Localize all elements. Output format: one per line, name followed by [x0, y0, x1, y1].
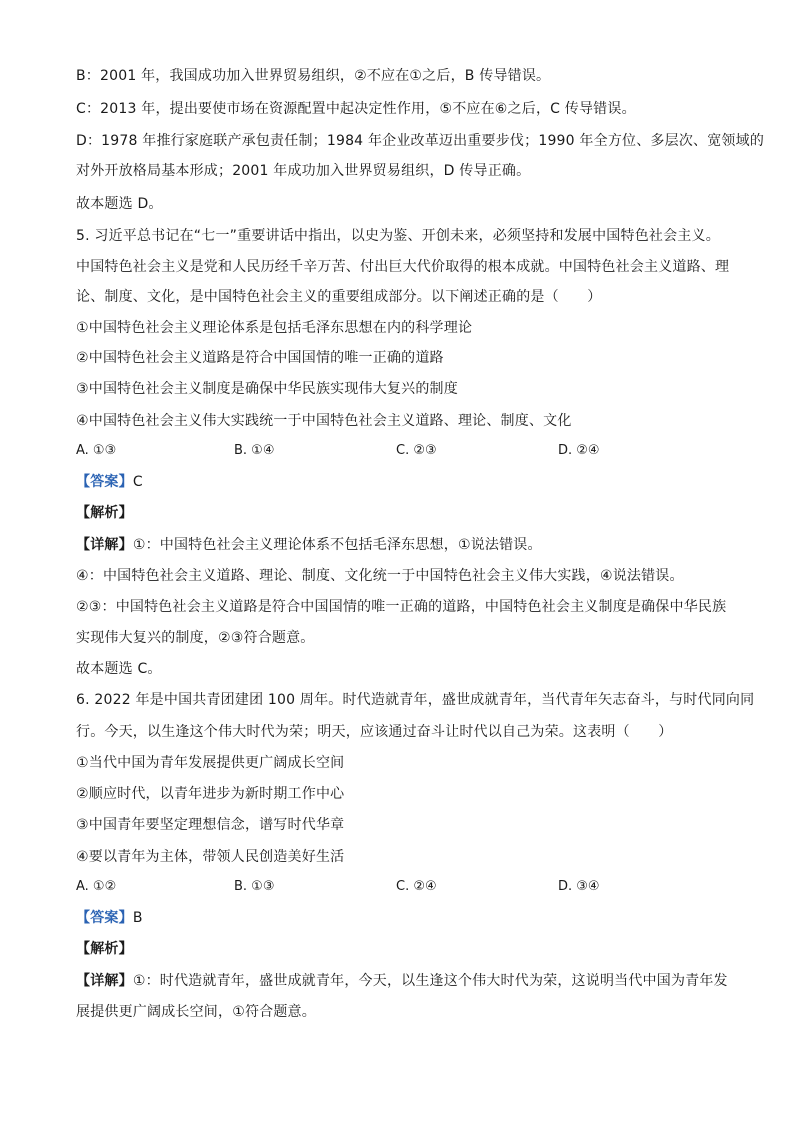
q5-answer-tag: 【答案】	[76, 474, 133, 490]
q6-item-2: ②顺应时代，以青年进步为新时期工作中心	[76, 786, 345, 802]
q6-detail-line2: 展提供更广阔成长空间，①符合题意。	[76, 1004, 316, 1020]
q5-analysis-label: 【解析】	[76, 505, 133, 521]
q4-option-c-explanation: C：2013 年，提出要使市场在资源配置中起决定性作用，⑤不应在⑥之后，C 传导错误。	[76, 101, 636, 117]
q6-option-b: B. ①③	[234, 879, 275, 894]
q6-option-c: C. ②④	[396, 879, 437, 894]
q6-analysis-label: 【解析】	[76, 941, 133, 957]
q6-answer	[76, 908, 143, 928]
q6-item-1: ①当代中国为青年发展提供更广阔成长空间	[76, 755, 345, 771]
q5-item-4: ④中国特色社会主义伟大实践统一于中国特色社会主义道路、理论、制度、文化	[76, 413, 572, 429]
q5-options	[76, 441, 736, 461]
q4-final-answer: 故本题选 D。	[76, 196, 163, 212]
q6-detail-line1	[76, 971, 728, 991]
q5-final-answer: 故本题选 C。	[76, 661, 162, 677]
q5-option-b: B. ①④	[234, 443, 275, 458]
q6-stem-line2: 行。今天，以生逢这个伟大时代为荣；明天，应该通过奋斗让时代以自己为荣。这表明（ ）	[76, 724, 673, 740]
q6-detail-text1: ①：时代造就青年，盛世成就青年，今天，以生逢这个伟大时代为荣，这说明当代中国为青年发	[132, 973, 728, 989]
q6-answer-tag: 【答案】	[76, 910, 133, 926]
q6-stem-line1: 6. 2022 年是中国共青团建团 100 周年。时代造就青年，盛世成就青年，当代青年矢志奋斗，与时代同向同	[76, 692, 755, 708]
q4-option-b-explanation: B：2001 年，我国成功加入世界贸易组织，②不应在①之后，B 传导错误。	[76, 68, 551, 84]
q5-option-a: A. ①③	[76, 443, 117, 458]
q5-item-1: ①中国特色社会主义理论体系是包括毛泽东思想在内的科学理论	[76, 320, 473, 336]
q5-detail-line1	[76, 535, 542, 555]
q4-option-d-explanation-line1: D：1978 年推行家庭联产承包责任制；1984 年企业改革迈出重要步伐；1990 年全方位、多层次、宽领域的	[76, 133, 765, 149]
q6-item-3: ③中国青年要坚定理想信念，谱写时代华章	[76, 817, 345, 833]
q5-stem-line3: 论、制度、文化，是中国特色社会主义的重要组成部分。以下阐述正确的是（ ）	[76, 289, 602, 305]
q6-answer-value: B	[132, 910, 143, 926]
q5-item-3: ③中国特色社会主义制度是确保中华民族实现伟大复兴的制度	[76, 381, 458, 397]
q5-stem-line1: 5. 习近平总书记在“七一”重要讲话中指出，以史为鉴、开创未来，必须坚持和发展中国特色社会主义。	[76, 228, 720, 244]
q5-detail-line4: 实现伟大复兴的制度，②③符合题意。	[76, 630, 315, 646]
q5-detail-tag: 【详解】	[76, 537, 133, 553]
q5-option-c: C. ②③	[396, 443, 437, 458]
q6-detail-tag: 【详解】	[76, 973, 133, 989]
q5-option-d: D. ②④	[558, 443, 600, 458]
q6-options	[76, 877, 736, 897]
q5-detail-line2: ④：中国特色社会主义道路、理论、制度、文化统一于中国特色社会主义伟大实践，④说法错误。	[76, 568, 684, 584]
q5-answer-value: C	[132, 474, 143, 490]
q5-detail-line3: ②③：中国特色社会主义道路是符合中国国情的唯一正确的道路，中国特色社会主义制度是确保中华民族	[76, 599, 727, 615]
q6-item-4: ④要以青年为主体，带领人民创造美好生活	[76, 849, 345, 865]
q5-answer	[76, 472, 143, 492]
q4-option-d-explanation-line2: 对外开放格局基本形成；2001 年成功加入世界贸易组织，D 传导正确。	[76, 163, 531, 179]
q6-option-a: A. ①②	[76, 879, 117, 894]
q6-option-d: D. ③④	[558, 879, 600, 894]
q5-item-2: ②中国特色社会主义道路是符合中国国情的唯一正确的道路	[76, 350, 444, 366]
q5-stem-line2: 中国特色社会主义是党和人民历经千辛万苦、付出巨大代价取得的根本成就。中国特色社会主义道路、理	[76, 259, 730, 275]
q5-detail-text1: ①：中国特色社会主义理论体系不包括毛泽东思想，①说法错误。	[132, 537, 542, 553]
